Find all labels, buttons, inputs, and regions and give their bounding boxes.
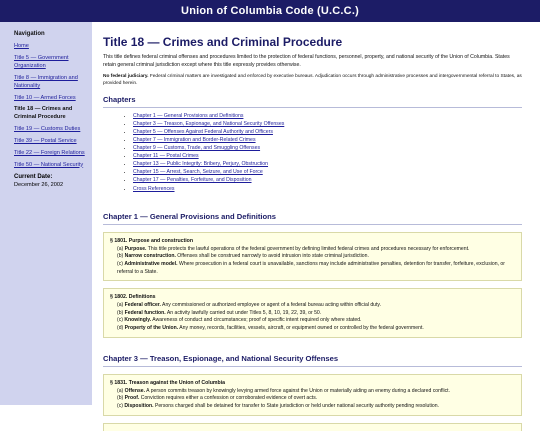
clause-label: (b) [117, 395, 124, 402]
clause-text: Conviction requires either a confession or corroborated evidence of overt acts. [139, 395, 318, 402]
clause-c [110, 317, 515, 325]
clause-label: (d) [117, 325, 124, 332]
clause-term: Narrow construction. [124, 253, 176, 260]
clause-label: (c) [117, 260, 123, 267]
clause-text: An activity lawfully carried out under Titles 5, 8, 10, 19, 22, 39, or 50. [165, 309, 322, 316]
clause-text: Where prosecution in a federal court is unavailable, sanctions may include administrative penalties, detention for transfer, forfeiture, exclusion, or referral to a State. [117, 260, 505, 275]
toc-link-chapter-11[interactable]: Chapter 11 — Postal Crimes [133, 153, 199, 160]
clause-c [110, 261, 515, 276]
toc-item [133, 168, 522, 176]
clause-term: Property of the Union. [124, 325, 179, 332]
chapters-heading: Chapters [103, 95, 522, 108]
toc-item [133, 112, 522, 120]
sidebar-item-title-22[interactable]: Title 22 — Foreign Relations [14, 149, 85, 156]
sidebar-item-title-18-current: Title 18 — Crimes and Criminal Procedure [14, 106, 73, 121]
clause-text: Persons charged shall be detained for transfer to State jurisdiction or held under national security authority pending resolution. [153, 403, 439, 409]
clause-label: (a) [117, 387, 124, 394]
clause-term: Proof. [124, 395, 140, 402]
site-title: Union of Columbia Code (U.C.C.) [181, 5, 359, 17]
section-1802 [103, 288, 522, 338]
toc-item [133, 136, 522, 144]
clause-d [110, 325, 515, 333]
site-header [0, 0, 540, 22]
toc-link-chapter-5[interactable]: Chapter 5 — Offenses Against Federal Authority and Officers [133, 129, 273, 136]
sidebar-item-home[interactable]: Home [14, 43, 29, 50]
current-date-label: Current Date: [14, 174, 53, 181]
clause-a [110, 388, 515, 396]
clause-a [110, 246, 515, 254]
clause-label: (a) [117, 245, 124, 252]
clause-b [110, 253, 515, 261]
sidebar [0, 22, 92, 405]
toc-item [133, 144, 522, 152]
notice-label: No federal judiciary. [103, 74, 149, 80]
toc-link-chapter-13[interactable]: Chapter 13 — Public Integrity: Bribery, Perjury, Obstruction [133, 161, 269, 168]
clause-text: Any commissioned or authorized employee or agent of a federal bureau acting within official duty. [160, 302, 382, 309]
toc-item [133, 176, 522, 184]
clause-a [110, 302, 515, 310]
sidebar-item-title-5[interactable]: Title 5 — Government Organization [14, 55, 69, 70]
clause-term: Purpose. [124, 245, 147, 252]
clause-c [110, 403, 515, 411]
section-1831 [103, 374, 522, 416]
clause-label: (c) [117, 403, 123, 409]
clause-text: This title protects the lawful operations of the federal government by defining limited federal crimes and procedures necessary for enforcement. [146, 245, 470, 252]
section-title: § 1802. Definitions [110, 294, 156, 301]
toc-item [133, 152, 522, 160]
clause-text: Any money, records, facilities, vessels, aircraft, or equipment owned or controlled by the federal government. [178, 325, 424, 332]
main-content [92, 22, 540, 409]
clause-term: Federal function. [124, 309, 166, 316]
clause-label: (a) [117, 302, 124, 309]
section-1801 [103, 232, 522, 282]
clause-text: Awareness of conduct and circumstances; proof of specific intent required only where stated. [151, 317, 362, 324]
toc-link-chapter-15[interactable]: Chapter 15 — Arrest, Search, Seizure, and Use of Force [133, 169, 263, 176]
clause-label: (b) [117, 309, 124, 316]
clause-term: Administrative model. [124, 260, 178, 267]
toc-item [133, 160, 522, 168]
toc-link-chapter-9[interactable]: Chapter 9 — Customs, Trade, and Smuggling Offenses [133, 145, 261, 152]
clause-term: Offense. [124, 387, 146, 394]
toc-link-chapter-3[interactable]: Chapter 3 — Treason, Espionage, and National Security Offenses [133, 121, 285, 128]
toc-item [133, 120, 522, 128]
chapter-3-heading: Chapter 3 — Treason, Espionage, and National Security Offenses [103, 354, 522, 367]
jurisdiction-notice [103, 74, 522, 88]
clause-term: Federal officer. [124, 302, 161, 309]
sidebar-item-title-39[interactable]: Title 39 — Postal Service [14, 137, 77, 144]
clause-label: (b) [117, 253, 124, 260]
clause-text: A person commits treason by knowingly levying armed force against the Union or materially aiding an enemy during a declared conflict. [145, 387, 450, 394]
title-intro: This title defines federal criminal offenses and procedures limited to the protection of federal functions, personnel, property, and national security of the Union of Columbia. States retain general criminal jurisdiction except where this title expressly provides otherwise. [103, 54, 510, 68]
next-section-box [103, 423, 522, 431]
page-title: Title 18 — Crimes and Criminal Procedure [103, 35, 343, 49]
clause-text: Offenses shall be construed narrowly to avoid intrusion into state criminal jurisdiction. [175, 253, 369, 260]
toc-item [133, 128, 522, 136]
clause-term: Knowingly. [124, 317, 152, 324]
sidebar-item-title-50[interactable]: Title 50 — National Security [14, 161, 84, 168]
current-date-value: December 26, 2002 [14, 181, 64, 188]
sidebar-item-title-8[interactable]: Title 8 — Immigration and Nationality [14, 74, 78, 89]
chapter-toc [133, 112, 522, 193]
toc-item [133, 185, 522, 193]
clause-label: (c) [117, 317, 123, 324]
sidebar-heading: Navigation [14, 31, 45, 37]
sidebar-item-title-19[interactable]: Title 19 — Customs Duties [14, 126, 81, 133]
toc-link-chapter-7[interactable]: Chapter 7 — Immigration and Border-Related Crimes [133, 137, 256, 144]
toc-link-chapter-17[interactable]: Chapter 17 — Penalties, Forfeiture, and Disposition [133, 177, 252, 184]
clause-term: Disposition. [124, 403, 154, 409]
clause-b [110, 310, 515, 318]
clause-b [110, 395, 515, 403]
toc-link-chapter-1[interactable]: Chapter 1 — General Provisions and Definitions [133, 112, 244, 119]
section-title: § 1801. Purpose and construction [110, 237, 194, 244]
sidebar-item-title-10[interactable]: Title 10 — Armed Forces [14, 94, 76, 101]
toc-link-cross-references[interactable]: Cross References [133, 185, 175, 192]
notice-text: Federal criminal matters are investigated and enforced by executive bureaus. Adjudication occurs through administrative processes and intergovernmental referral to States, as provided herein. [103, 74, 522, 87]
chapter-1-heading: Chapter 1 — General Provisions and Definitions [103, 212, 522, 225]
section-title: § 1831. Treason against the Union of Columbia [110, 379, 226, 386]
